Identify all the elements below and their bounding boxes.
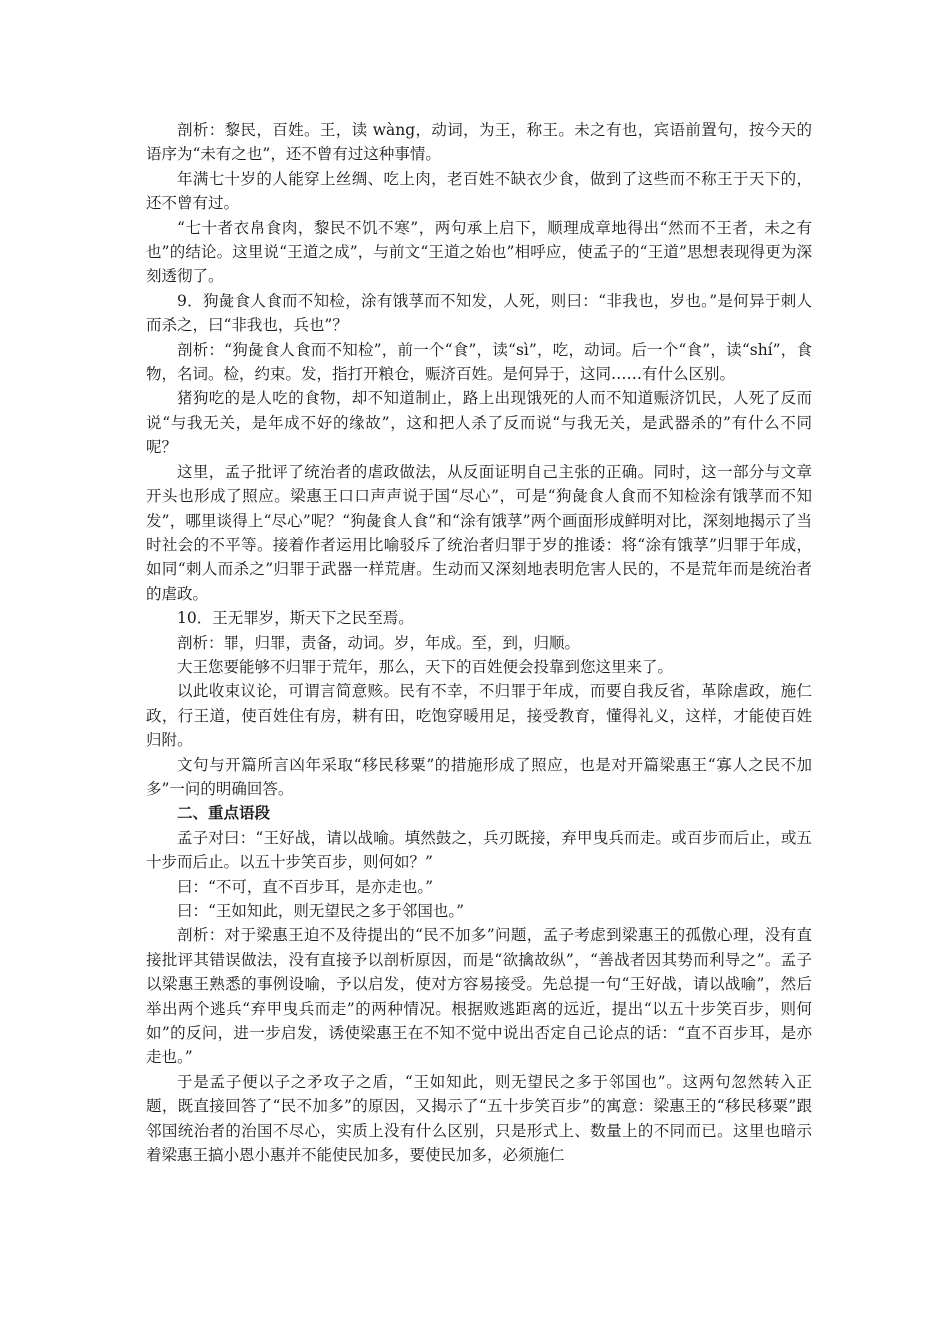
paragraph: 这里，孟子批评了统治者的虐政做法，从反面证明自己主张的正确。同时，这一部分与文章开头也形成了照应。梁惠王口口声声说于国“尽心”，可是“狗彘食人食而不知检涂有饿莩而不知发”，哪里谈得上“尽心”呢？“狗彘食人食”和“涂有饿莩”两个画面形成鲜明对比，深刻地揭示了当时社会的不平等。接着作者运用比喻驳斥了统治者归罪于岁的推诿：将“涂有饿莩”归罪于年成，如同“刺人而杀之”归罪于武器一样荒唐。生动而又深刻地表明危害人民的，不是荒年而是统治者的虐政。 <box>146 462 812 603</box>
paragraph: 9．狗彘食人食而不知检，涂有饿莩而不知发，人死，则曰：“非我也，岁也。”是何异于刺人而杀之，曰“非我也，兵也”？ <box>146 291 812 335</box>
paragraph: 曰：“不可，直不百步耳，是亦走也。” <box>177 877 434 896</box>
document-body <box>146 118 812 1167</box>
paragraph: 剖析：“狗彘食人食而不知检”，前一个“食”，读“sì”，吃，动词。后一个“食”，读“shí”，食物，名词。检，约束。发，指打开粮仓，赈济百姓。是何异于，这同……有什么区别。 <box>146 340 812 384</box>
paragraph: 曰：“王如知此，则无望民之多于邻国也。” <box>177 902 465 920</box>
paragraph: 剖析：黎民，百姓。王，读 wàng，动词，为王，称王。未之有也，宾语前置句，按今天的语序为“未有之也”，还不曾有过这种事情。 <box>146 121 812 164</box>
paragraph: 猪狗吃的是人吃的食物，却不知道制止，路上出现饿死的人而不知道赈济饥民，人死了反而说“与我无关，是年成不好的缘故”，这和把人杀了反而说“与我无关，是武器杀的”有什么不同呢？ <box>146 389 812 457</box>
paragraph: 10．王无罪岁，斯天下之民至焉。 <box>177 609 414 628</box>
paragraph: 剖析：罪，归罪，责备，动词。岁，年成。至，到，归顺。 <box>177 633 581 652</box>
paragraph: 剖析：对于梁惠王迫不及待提出的“民不加多”问题，孟子考虑到梁惠王的孤傲心理，没有直接批评其错误做法，没有直接予以剖析原因，而是“欲擒故纵”，“善战者因其势而利导之”。孟子以梁惠王熟悉的事例设喻，予以启发，使对方容易接受。先总提一句“王好战，请以战喻”，然后举出两个逃兵“弃甲曳兵而走”的两种情况。根据败逃距离的远近，提出“以五十步笑百步，则何如”的反问，进一步启发，诱使梁惠王在不知不觉中说出否定自己论点的话：“直不百步耳，是亦走也。” <box>146 926 812 1067</box>
paragraph: 文句与开篇所言凶年采取“移民移粟”的措施形成了照应，也是对开篇梁惠王“寡人之民不加多”一问的明确回答。 <box>146 755 812 798</box>
paragraph: “七十者衣帛食肉，黎民不饥不寒”，两句承上启下，顺理成章地得出“然而不王者，未之有也”的结论。这里说“王道之成”，与前文“王道之始也”相呼应，使孟子的“王道”思想表现得更为深刻透彻了。 <box>146 218 812 286</box>
paragraph: 以此收束议论，可谓言简意赅。民有不幸，不归罪于年成，而要自我反省，革除虐政，施仁政，行王道，使百姓住有房，耕有田，吃饱穿暖用足，接受教育，懂得礼义，这样，才能使百姓归附。 <box>146 682 812 750</box>
paragraph: 大王您要能够不归罪于荒年，那么，天下的百姓便会投靠到您这里来了。 <box>177 657 674 676</box>
section-heading: 二、重点语段 <box>177 804 271 823</box>
paragraph: 于是孟子便以子之矛攻子之盾，“王如知此，则无望民之多于邻国也”。这两句忽然转入正题，既直接回答了“民不加多”的原因，又揭示了“五十步笑百步”的寓意：梁惠王的“移民移粟”跟邻国统治者的治国不尽心，实质上没有什么区别，只是形式上、数量上的不同而已。这里也暗示着梁惠王搞小恩小惠并不能使民加多，要使民加多，必须施仁 <box>146 1072 812 1165</box>
paragraph: 年满七十岁的人能穿上丝绸、吃上肉，老百姓不缺衣少食，做到了这些而不称王于天下的，还不曾有过。 <box>146 169 812 213</box>
paragraph: 孟子对曰：“王好战，请以战喻。填然鼓之，兵刃既接，弃甲曳兵而走。或百步而后止，或五十步而后止。以五十步笑百步，则何如？” <box>146 828 812 872</box>
